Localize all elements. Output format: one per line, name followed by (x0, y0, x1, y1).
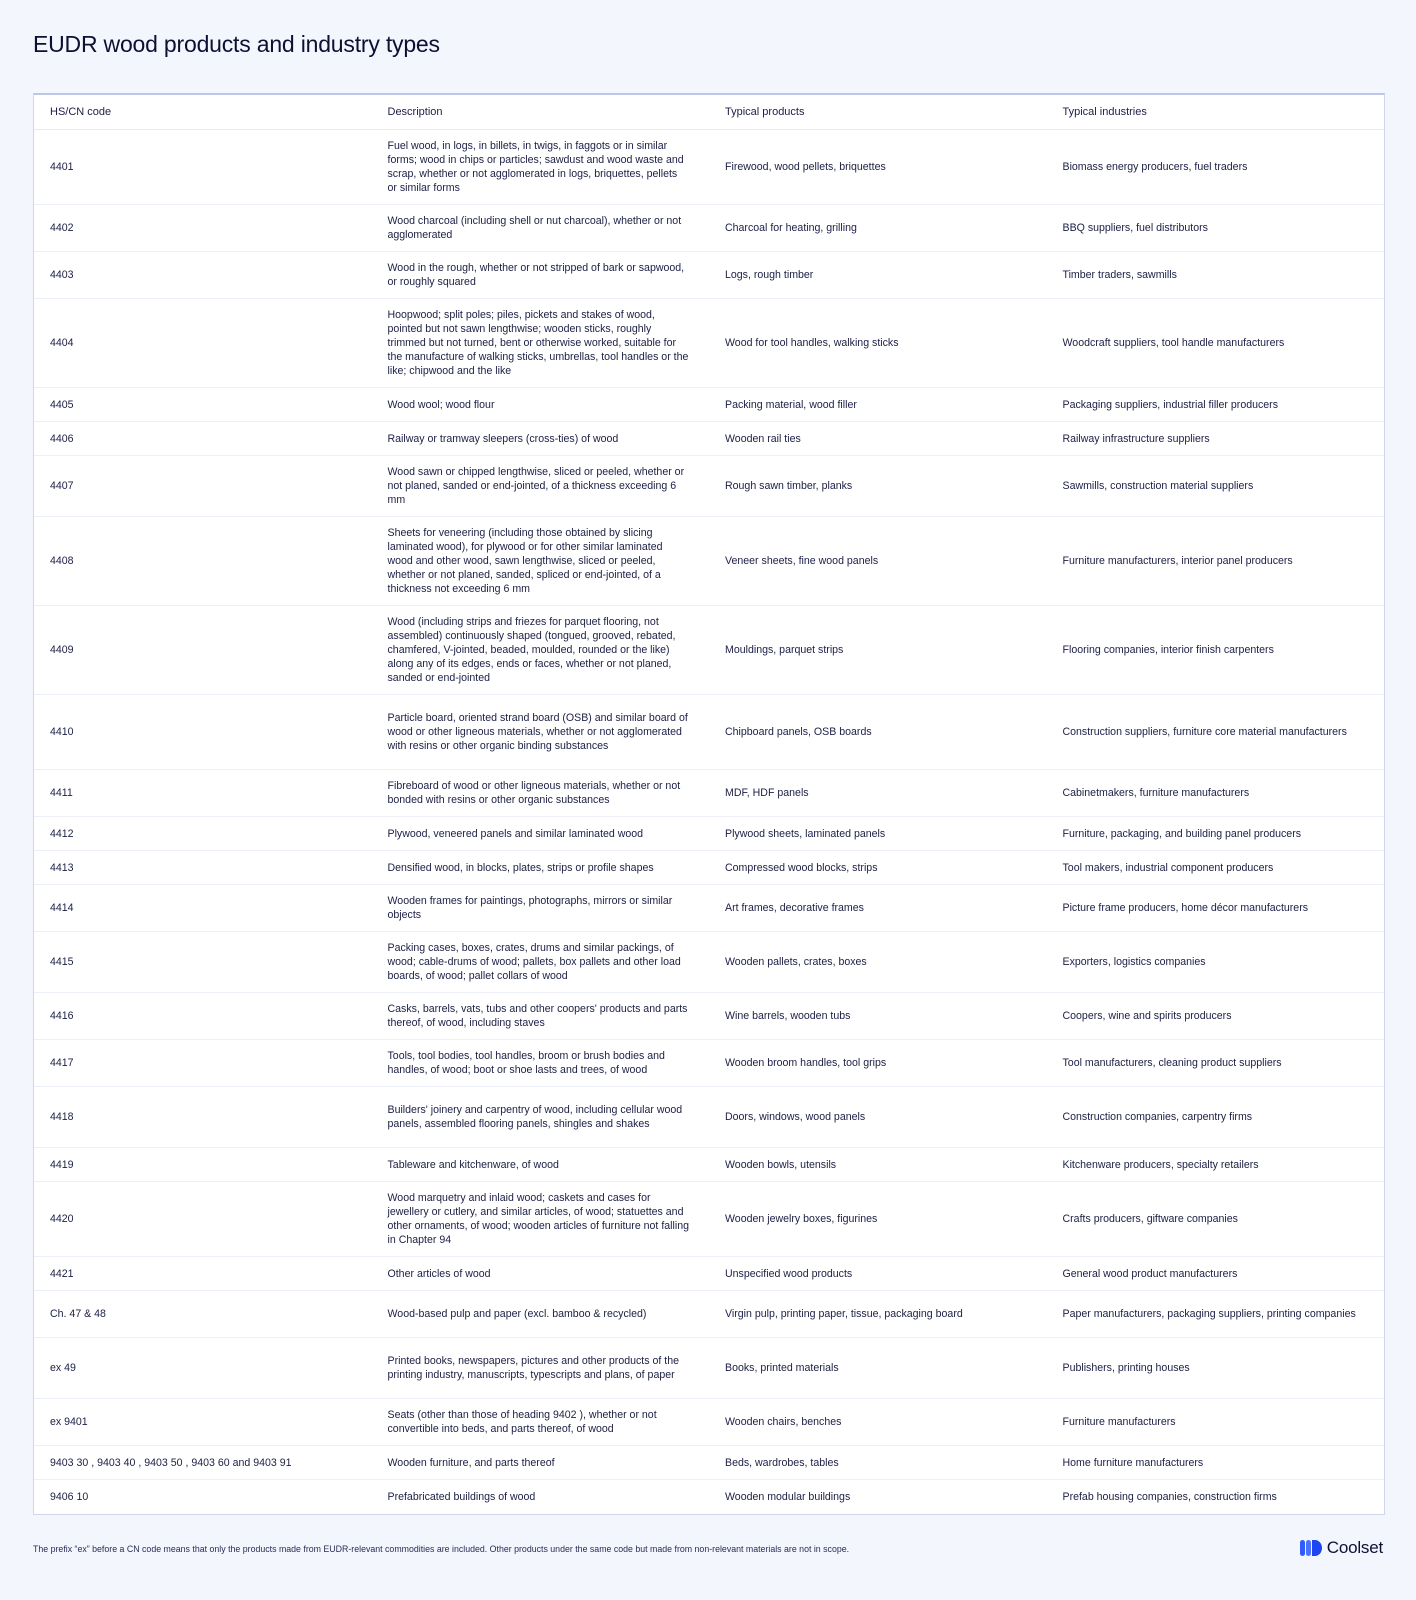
table-row (34, 1257, 1384, 1291)
cell-typical-industries: Paper manufacturers, packaging suppliers, printing companies (1047, 1291, 1385, 1338)
cell-hs-cn-code: 4413 (34, 851, 372, 885)
cell-hs-cn-code: 4418 (34, 1087, 372, 1148)
cell-hs-cn-code: Ch. 47 & 48 (34, 1291, 372, 1338)
header-hs-cn-code: HS/CN code (34, 95, 372, 130)
cell-hs-cn-code: 4405 (34, 388, 372, 422)
cell-description: Wooden frames for paintings, photographs, mirrors or similar objects (372, 885, 710, 932)
cell-typical-industries: BBQ suppliers, fuel distributors (1047, 205, 1385, 252)
cell-hs-cn-code: 4408 (34, 517, 372, 606)
logo-text: Coolset (1326, 1538, 1383, 1557)
cell-typical-industries: Construction suppliers, furniture core material manufacturers (1047, 695, 1385, 770)
cell-typical-industries: Prefab housing companies, construction firms (1062, 1490, 1277, 1503)
cell-description: Wood marquetry and inlaid wood; caskets and cases for jewellery or cutlery, and similar articles, of wood; statuettes and other ornaments, of wood; wooden articles of furniture not falling in Chapter 94 (372, 1182, 710, 1257)
cell-typical-industries: Biomass energy producers, fuel traders (1047, 130, 1385, 205)
cell-typical-industries: Flooring companies, interior finish carpenters (1047, 606, 1385, 695)
table-row (34, 205, 1384, 252)
cell-description: Wood sawn or chipped lengthwise, sliced or peeled, whether or not planed, sanded or end-jointed, of a thickness exceeding 6 mm (372, 456, 710, 517)
cell-typical-products: Compressed wood blocks, strips (709, 851, 1047, 885)
cell-description: Casks, barrels, vats, tubs and other coopers' products and parts thereof, of wood, including staves (372, 993, 710, 1040)
cell-typical-products: Unspecified wood products (709, 1257, 1047, 1291)
cell-typical-products: Art frames, decorative frames (709, 885, 1047, 932)
cell-typical-industries: Publishers, printing houses (1047, 1338, 1385, 1399)
header-row (34, 95, 1384, 130)
cell-description: Builders' joinery and carpentry of wood, including cellular wood panels, assembled flooring panels, shingles and shakes (372, 1087, 710, 1148)
cell-typical-products: Wood for tool handles, walking sticks (709, 299, 1047, 388)
table-row (34, 1040, 1384, 1087)
cell-typical-industries: Furniture manufacturers (1047, 1399, 1385, 1446)
cell-typical-products: Virgin pulp, printing paper, tissue, packaging board (709, 1291, 1047, 1338)
cell-hs-cn-code: 4415 (34, 932, 372, 993)
table-row (34, 851, 1384, 885)
table-body (34, 130, 1384, 1514)
cell-typical-industries: Cabinetmakers, furniture manufacturers (1047, 770, 1385, 817)
cell-description: Fibreboard of wood or other ligneous materials, whether or not bonded with resins or other organic substances (372, 770, 710, 817)
cell-description: Sheets for veneering (including those obtained by slicing laminated wood), for plywood or for other similar laminated wood and other wood, sawn lengthwise, sliced or peeled, whether or not planed, sanded, spliced or end-jointed, of a thickness not exceeding 6 mm (372, 517, 710, 606)
cell-typical-industries: Picture frame producers, home décor manufacturers (1047, 885, 1385, 932)
cell-hs-cn-code: 4419 (34, 1148, 372, 1182)
cell-hs-cn-code: 4402 (34, 205, 372, 252)
cell-hs-cn-code: 9403 30 , 9403 40 , 9403 50 , 9403 60 and 9403 91 (34, 1446, 372, 1480)
cell-description: Particle board, oriented strand board (OSB) and similar board of wood or other ligneous materials, whether or not agglomerated with resins or other organic binding substances (372, 695, 710, 770)
cell-hs-cn-code: 4403 (34, 252, 372, 299)
cell-typical-industries: Crafts producers, giftware companies (1047, 1182, 1385, 1257)
header-typical-industries: Typical industries (1047, 95, 1385, 130)
cell-typical-products: Wooden jewelry boxes, figurines (709, 1182, 1047, 1257)
table-row (34, 1291, 1384, 1338)
cell-typical-products: Charcoal for heating, grilling (709, 205, 1047, 252)
table-row (34, 1399, 1384, 1446)
cell-typical-products: Wooden pallets, crates, boxes (709, 932, 1047, 993)
cell-typical-products: Doors, windows, wood panels (709, 1087, 1047, 1148)
cell-typical-products: Books, printed materials (709, 1338, 1047, 1399)
table-row (34, 885, 1384, 932)
cell-description: Wood in the rough, whether or not stripped of bark or sapwood, or roughly squared (372, 252, 710, 299)
table-row (34, 1480, 1384, 1514)
cell-hs-cn-code: 4411 (34, 770, 372, 817)
cell-typical-products: Rough sawn timber, planks (709, 456, 1047, 517)
table-row (34, 770, 1384, 817)
cell-typical-products: Wine barrels, wooden tubs (709, 993, 1047, 1040)
cell-typical-products: Wooden broom handles, tool grips (709, 1040, 1047, 1087)
cell-typical-products: Packing material, wood filler (709, 388, 1047, 422)
table-row (34, 606, 1384, 695)
cell-typical-industries: Railway infrastructure suppliers (1047, 422, 1385, 456)
table-row (34, 388, 1384, 422)
cell-hs-cn-code: 4401 (34, 130, 372, 205)
page-title: EUDR wood products and industry types (33, 31, 440, 57)
cell-description: Wooden furniture, and parts thereof (372, 1446, 710, 1480)
cell-hs-cn-code: 4420 (34, 1182, 372, 1257)
cell-hs-cn-code: 4421 (34, 1257, 372, 1291)
cell-description: Tableware and kitchenware, of wood (372, 1148, 710, 1182)
table-row (34, 456, 1384, 517)
cell-description: Other articles of wood (372, 1257, 710, 1291)
table-row (34, 1087, 1384, 1148)
cell-typical-products: Wooden modular buildings (725, 1490, 851, 1503)
cell-hs-cn-code: ex 9401 (34, 1399, 372, 1446)
cell-description: Prefabricated buildings of wood (387, 1490, 536, 1503)
cell-typical-industries: Home furniture manufacturers (1047, 1446, 1385, 1480)
cell-typical-products: Beds, wardrobes, tables (709, 1446, 1047, 1480)
cell-typical-products: Mouldings, parquet strips (709, 606, 1047, 695)
cell-typical-industries: Kitchenware producers, specialty retailers (1047, 1148, 1385, 1182)
cell-typical-products: Plywood sheets, laminated panels (709, 817, 1047, 851)
cell-typical-industries: General wood product manufacturers (1047, 1257, 1385, 1291)
cell-description: Printed books, newspapers, pictures and other products of the printing industry, manuscripts, typescripts and plans, of paper (372, 1338, 710, 1399)
cell-hs-cn-code: 4409 (34, 606, 372, 695)
cell-typical-industries: Furniture, packaging, and building panel producers (1047, 817, 1385, 851)
cell-typical-products: Wooden chairs, benches (709, 1399, 1047, 1446)
cell-description: Tools, tool bodies, tool handles, broom or brush bodies and handles, of wood; boot or shoe lasts and trees, of wood (372, 1040, 710, 1087)
cell-hs-cn-code: 4414 (34, 885, 372, 932)
cell-typical-products: MDF, HDF panels (709, 770, 1047, 817)
cell-hs-cn-code: 4404 (34, 299, 372, 388)
table-row (34, 1182, 1384, 1257)
table-row (34, 299, 1384, 388)
cell-description: Densified wood, in blocks, plates, strips or profile shapes (372, 851, 710, 885)
cell-typical-industries: Coopers, wine and spirits producers (1047, 993, 1385, 1040)
footnote: The prefix “ex” before a CN code means that only the products made from EUDR-relevant commodities are included. Other products under the same code but made from non-relevant materials are not in scope. (33, 1544, 850, 1554)
cell-typical-industries: Exporters, logistics companies (1047, 932, 1385, 993)
table-header (34, 95, 1384, 130)
cell-description: Hoopwood; split poles; piles, pickets and stakes of wood, pointed but not sawn lengthwise; wooden sticks, roughly trimmed but not turned, bent or otherwise worked, suitable for the manufacture of walking sticks, umbrellas, tool handles or the like; chipwood and the like (372, 299, 710, 388)
cell-description: Packing cases, boxes, crates, drums and similar packings, of wood; cable-drums of wood; pallets, box pallets and other load boards, of wood; pallet collars of wood (372, 932, 710, 993)
products-table-container (33, 93, 1385, 1515)
cell-description: Wood charcoal (including shell or nut charcoal), whether or not agglomerated (372, 205, 710, 252)
cell-typical-industries: Packaging suppliers, industrial filler producers (1047, 388, 1385, 422)
cell-hs-cn-code: 4406 (34, 422, 372, 456)
cell-typical-products: Chipboard panels, OSB boards (709, 695, 1047, 770)
cell-typical-products: Firewood, wood pellets, briquettes (709, 130, 1047, 205)
cell-description: Wood-based pulp and paper (excl. bamboo & recycled) (372, 1291, 710, 1338)
coolset-logo-icon (1300, 1539, 1322, 1557)
cell-hs-cn-code: 4412 (34, 817, 372, 851)
cell-typical-products: Logs, rough timber (709, 252, 1047, 299)
table-row (34, 695, 1384, 770)
cell-typical-industries: Sawmills, construction material suppliers (1047, 456, 1385, 517)
table-row (34, 252, 1384, 299)
table-row (34, 993, 1384, 1040)
products-table (34, 95, 1384, 1514)
table-row (34, 1148, 1384, 1182)
cell-typical-industries: Woodcraft suppliers, tool handle manufacturers (1047, 299, 1385, 388)
cell-hs-cn-code: ex 49 (34, 1338, 372, 1399)
cell-typical-products: Wooden bowls, utensils (709, 1148, 1047, 1182)
table-row (34, 517, 1384, 606)
header-typical-products: Typical products (709, 95, 1047, 130)
cell-description: Plywood, veneered panels and similar laminated wood (372, 817, 710, 851)
cell-typical-industries: Timber traders, sawmills (1047, 252, 1385, 299)
table-row (34, 422, 1384, 456)
table-row (34, 932, 1384, 993)
table-row (34, 1446, 1384, 1480)
cell-typical-industries: Tool makers, industrial component producers (1047, 851, 1385, 885)
cell-hs-cn-code: 4410 (34, 695, 372, 770)
cell-typical-industries: Construction companies, carpentry firms (1047, 1087, 1385, 1148)
cell-hs-cn-code: 4417 (34, 1040, 372, 1087)
cell-description: Wood (including strips and friezes for parquet flooring, not assembled) continuously shaped (tongued, grooved, rebated, chamfered, V-jointed, beaded, moulded, rounded or the like) along any of its edges, ends or faces, whether or not planed, sanded or end-jointed (372, 606, 710, 695)
coolset-logo (1300, 1538, 1383, 1558)
cell-hs-cn-code: 9406 10 (50, 1490, 89, 1503)
cell-typical-products: Wooden rail ties (709, 422, 1047, 456)
table-row (34, 817, 1384, 851)
table-row (34, 130, 1384, 205)
cell-description: Fuel wood, in logs, in billets, in twigs, in faggots or in similar forms; wood in chips or particles; sawdust and wood waste and scrap, whether or not agglomerated in logs, briquettes, pellets or similar forms (372, 130, 710, 205)
header-description: Description (372, 95, 710, 130)
cell-typical-products: Veneer sheets, fine wood panels (709, 517, 1047, 606)
cell-typical-industries: Tool manufacturers, cleaning product suppliers (1047, 1040, 1385, 1087)
cell-description: Railway or tramway sleepers (cross-ties) of wood (372, 422, 710, 456)
cell-description: Seats (other than those of heading 9402 ), whether or not convertible into beds, and parts thereof, of wood (372, 1399, 710, 1446)
cell-description: Wood wool; wood flour (372, 388, 710, 422)
cell-hs-cn-code: 4407 (34, 456, 372, 517)
table-row (34, 1338, 1384, 1399)
cell-hs-cn-code: 4416 (34, 993, 372, 1040)
cell-typical-industries: Furniture manufacturers, interior panel producers (1047, 517, 1385, 606)
